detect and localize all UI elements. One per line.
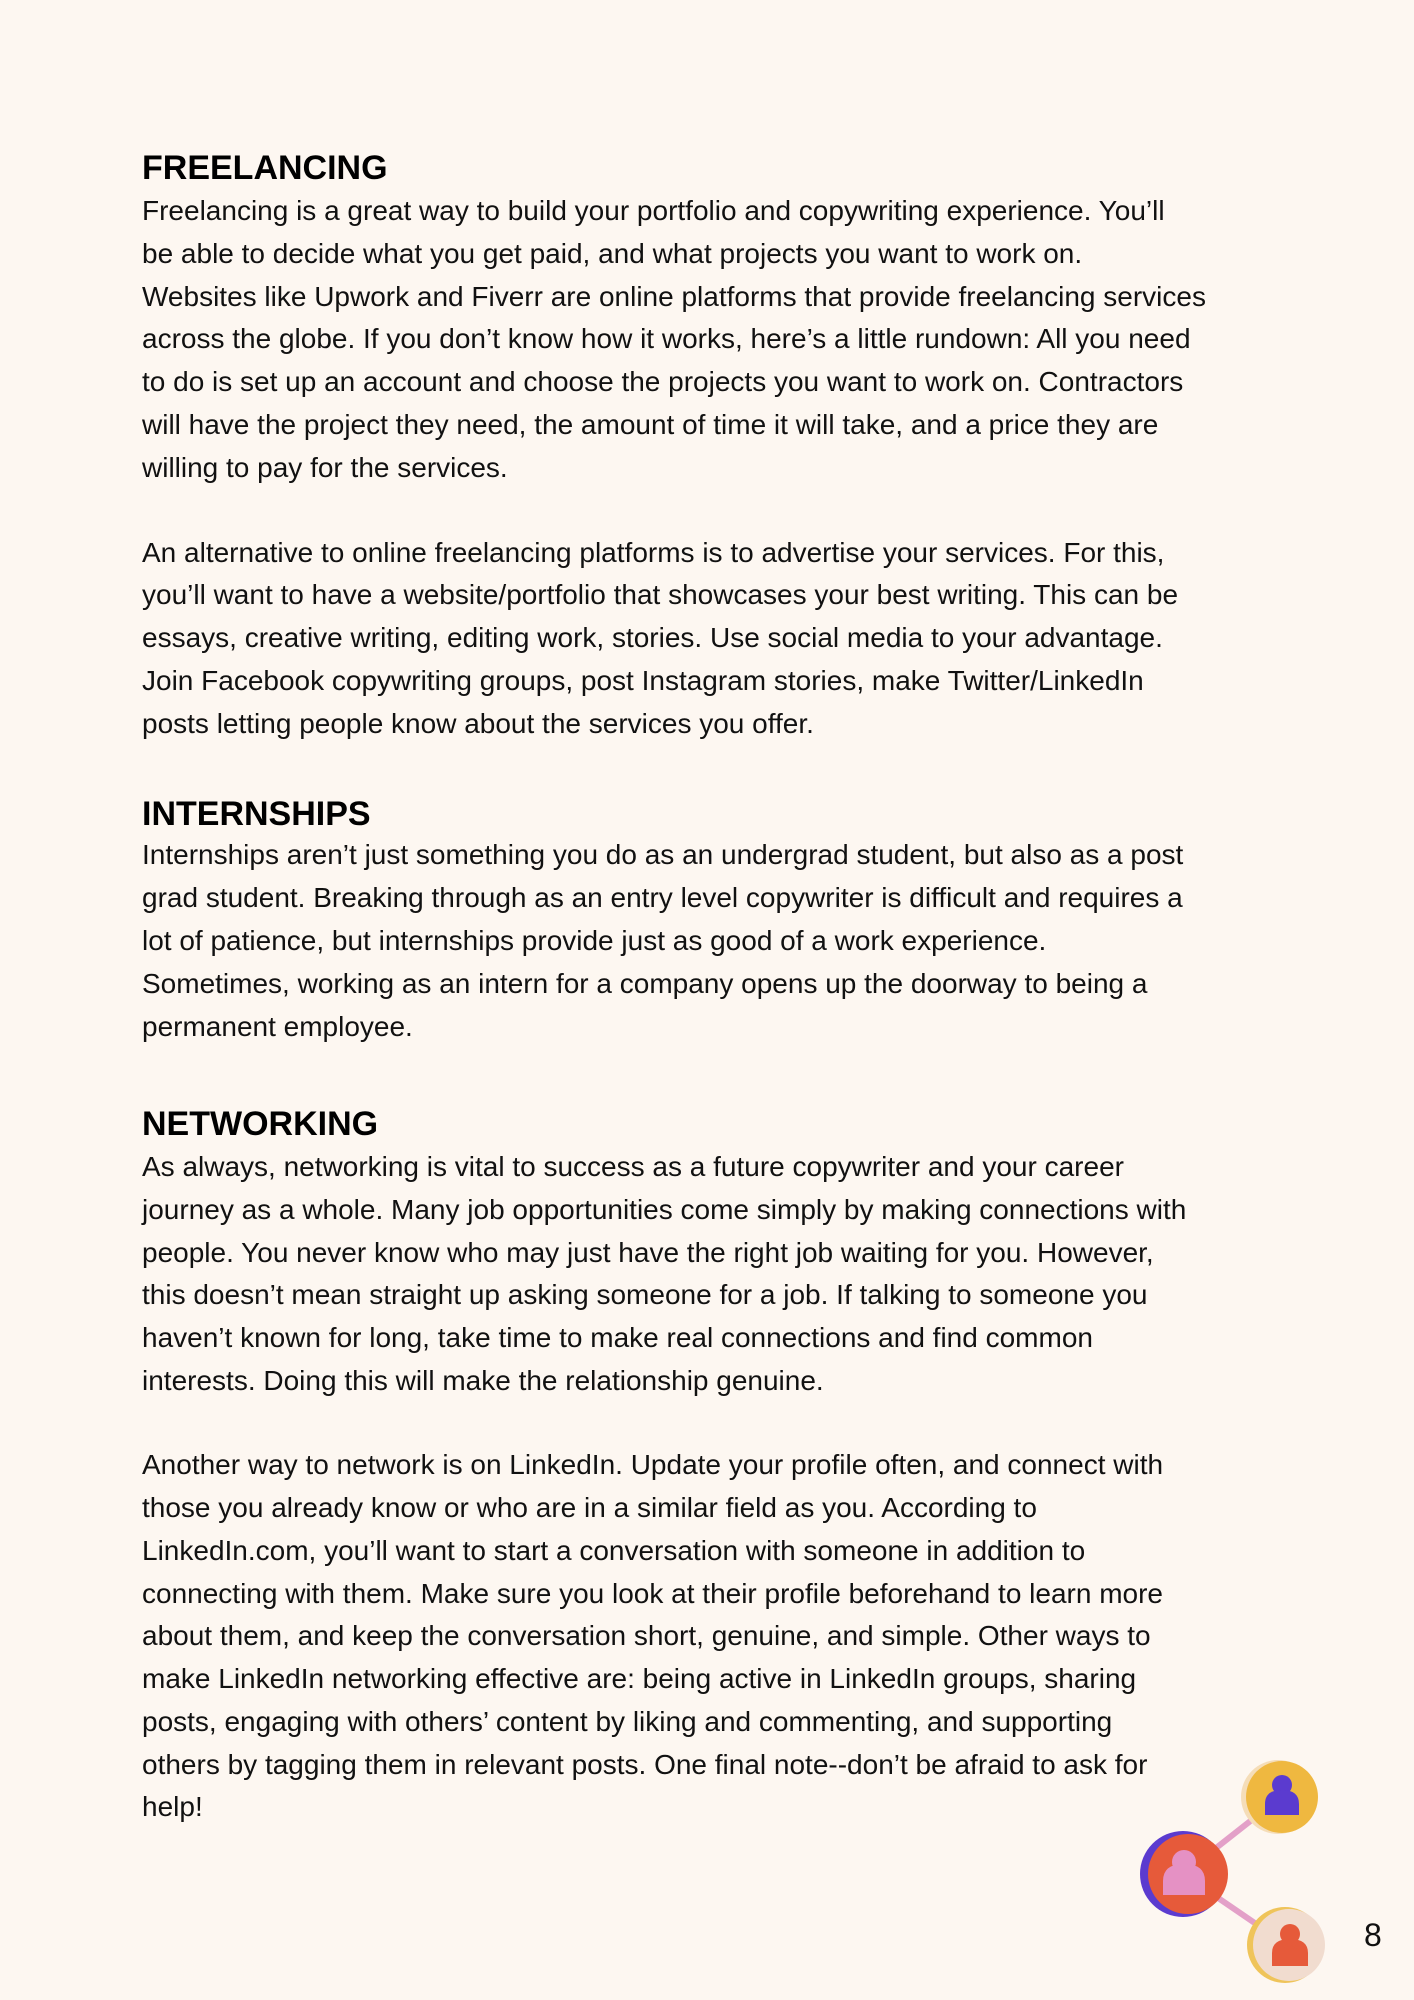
text-line: LinkedIn.com, you’ll want to start a conversation with someone in addition to: [142, 1535, 1086, 1566]
text-line: help!: [142, 1791, 203, 1822]
text-line: haven’t known for long, take time to make real connections and find common: [142, 1322, 1093, 1353]
network-people-icon: [1130, 1750, 1340, 1995]
text-line: make LinkedIn networking effective are: being active in LinkedIn groups, sharing: [142, 1663, 1137, 1694]
text-line: grad student. Breaking through as an entry level copywriter is difficult and requires a: [142, 882, 1183, 913]
avatar-middle: [1140, 1831, 1228, 1917]
text-line: permanent employee.: [142, 1011, 413, 1042]
text-line: journey as a whole. Many job opportunities come simply by making connections with: [142, 1194, 1187, 1225]
text-line: Freelancing is a great way to build your portfolio and copywriting experience. You’ll: [142, 195, 1165, 226]
text-line: Websites like Upwork and Fiverr are online platforms that provide freelancing services: [142, 281, 1206, 312]
text-line: across the globe. If you don’t know how it works, here’s a little rundown: All you need: [142, 323, 1191, 354]
section-heading-internships: INTERNSHIPS: [142, 795, 371, 833]
text-line: interests. Doing this will make the relationship genuine.: [142, 1365, 824, 1396]
text-line: will have the project they need, the amount of time it will take, and a price they are: [142, 409, 1159, 440]
page-number: 8: [1364, 1917, 1382, 1953]
text-line: this doesn’t mean straight up asking someone for a job. If talking to someone you: [142, 1279, 1148, 1310]
avatar-bottom: [1247, 1907, 1325, 1983]
text-line: Join Facebook copywriting groups, post Instagram stories, make Twitter/LinkedIn: [142, 665, 1144, 696]
text-line: you’ll want to have a website/portfolio that showcases your best writing. This can be: [142, 579, 1179, 610]
text-line: posts letting people know about the services you offer.: [142, 708, 814, 739]
text-line: Internships aren’t just something you do as an undergrad student, but also as a post: [142, 839, 1184, 870]
text-line: lot of patience, but internships provide just as good of a work experience.: [142, 925, 1047, 956]
text-line: Sometimes, working as an intern for a company opens up the doorway to being a: [142, 968, 1148, 999]
text-line: posts, engaging with others’ content by liking and commenting, and supporting: [142, 1706, 1113, 1737]
text-line: willing to pay for the services.: [142, 452, 508, 483]
text-line: connecting with them. Make sure you look at their profile beforehand to learn more: [142, 1578, 1164, 1609]
section-heading-freelancing: FREELANCING: [142, 149, 388, 187]
section-heading-networking: NETWORKING: [142, 1105, 379, 1143]
text-line: essays, creative writing, editing work, stories. Use social media to your advantage.: [142, 622, 1163, 653]
text-line: people. You never know who may just have the right job waiting for you. However,: [142, 1237, 1154, 1268]
text-line: Another way to network is on LinkedIn. Update your profile often, and connect with: [142, 1449, 1164, 1480]
text-line: As always, networking is vital to success as a future copywriter and your career: [142, 1151, 1124, 1182]
text-line: about them, and keep the conversation short, genuine, and simple. Other ways to: [142, 1620, 1151, 1651]
text-line: An alternative to online freelancing platforms is to advertise your services. For this,: [142, 537, 1165, 568]
text-line: those you already know or who are in a similar field as you. According to: [142, 1492, 1037, 1523]
text-line: to do is set up an account and choose the projects you want to work on. Contractors: [142, 366, 1184, 397]
text-line: others by tagging them in relevant posts. One final note--don’t be afraid to ask for: [142, 1749, 1148, 1780]
text-line: be able to decide what you get paid, and what projects you want to work on.: [142, 238, 1083, 269]
avatar-top: [1241, 1760, 1318, 1834]
